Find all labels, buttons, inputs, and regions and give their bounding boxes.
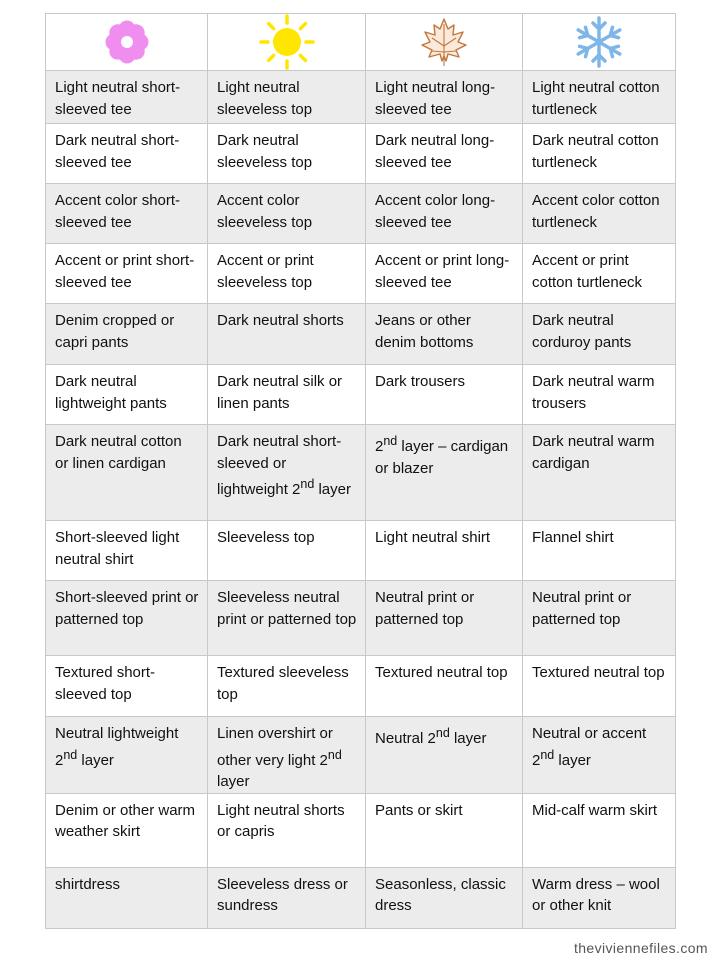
table-row (46, 425, 676, 521)
table-row (46, 867, 676, 928)
winter-column-header (523, 14, 676, 71)
table-cell: Accent color short-sleeved tee (46, 184, 208, 244)
table-cell: Sleeveless dress or sundress (208, 867, 366, 928)
table-cell: Light neutral long-sleeved tee (366, 71, 523, 124)
table-cell: Dark neutral cotton or linen cardigan (46, 425, 208, 521)
table-cell: Textured sleeveless top (208, 656, 366, 717)
snowflake-icon (572, 15, 626, 69)
table-cell: Dark neutral cotton turtleneck (523, 124, 676, 184)
table-cell: Sleeveless top (208, 521, 366, 581)
table-cell: Short-sleeved print or patterned top (46, 581, 208, 656)
table-cell: Neutral 2nd layer (366, 717, 523, 794)
table-cell: Light neutral shorts or capris (208, 793, 366, 867)
spring-column-header (46, 14, 208, 71)
table-cell: Dark neutral corduroy pants (523, 304, 676, 365)
flower-icon (101, 16, 153, 68)
table-cell: Dark neutral shorts (208, 304, 366, 365)
table-cell: Dark neutral long-sleeved tee (366, 124, 523, 184)
table-cell: Dark neutral silk or linen pants (208, 365, 366, 425)
table-cell: Short-sleeved light neutral shirt (46, 521, 208, 581)
capsule-wardrobe-table (45, 13, 676, 929)
table-cell: Accent or print long-sleeved tee (366, 244, 523, 304)
table-cell: Dark trousers (366, 365, 523, 425)
sun-icon (259, 14, 315, 70)
table-cell: Pants or skirt (366, 793, 523, 867)
table-cell: Seasonless, classic dress (366, 867, 523, 928)
table-row (46, 304, 676, 365)
table-cell: Light neutral short-sleeved tee (46, 71, 208, 124)
table-row (46, 244, 676, 304)
table-cell: shirtdress (46, 867, 208, 928)
table-row (46, 581, 676, 656)
leaf-icon (418, 16, 470, 68)
table-cell: Neutral or accent 2nd layer (523, 717, 676, 794)
table-row (46, 71, 676, 124)
table-cell: Mid-calf warm skirt (523, 793, 676, 867)
table-row (46, 521, 676, 581)
table-cell: Linen overshirt or other very light 2nd layer (208, 717, 366, 794)
table-row (46, 184, 676, 244)
source-credit: theviviennefiles.com (573, 940, 708, 956)
table-cell: Dark neutral warm trousers (523, 365, 676, 425)
table-cell: Flannel shirt (523, 521, 676, 581)
table-cell: Accent color sleeveless top (208, 184, 366, 244)
table-cell: Dark neutral short-sleeved tee (46, 124, 208, 184)
table-cell: Warm dress – wool or other knit (523, 867, 676, 928)
table-cell: Accent or print short-sleeved tee (46, 244, 208, 304)
table-cell: Dark neutral warm cardigan (523, 425, 676, 521)
table-cell: Sleeveless neutral print or patterned top (208, 581, 366, 656)
table-cell: Accent color cotton turtleneck (523, 184, 676, 244)
table-row (46, 793, 676, 867)
table-cell: Accent or print sleeveless top (208, 244, 366, 304)
table-row (46, 365, 676, 425)
table-cell: Dark neutral short-sleeved or lightweight 2nd layer (208, 425, 366, 521)
season-header-row (46, 14, 676, 71)
table-cell: Dark neutral lightweight pants (46, 365, 208, 425)
table-cell: Neutral print or patterned top (366, 581, 523, 656)
table-cell: Textured neutral top (366, 656, 523, 717)
table-cell: Light neutral shirt (366, 521, 523, 581)
table-cell: Denim cropped or capri pants (46, 304, 208, 365)
table-cell: Textured short-sleeved top (46, 656, 208, 717)
table-cell: 2nd layer – cardigan or blazer (366, 425, 523, 521)
table-cell: Neutral print or patterned top (523, 581, 676, 656)
summer-column-header (208, 14, 366, 71)
table-cell: Light neutral sleeveless top (208, 71, 366, 124)
autumn-column-header (366, 14, 523, 71)
table-cell: Light neutral cotton turtleneck (523, 71, 676, 124)
table-cell: Textured neutral top (523, 656, 676, 717)
table-cell: Denim or other warm weather skirt (46, 793, 208, 867)
table-cell: Accent or print cotton turtleneck (523, 244, 676, 304)
table-cell: Accent color long-sleeved tee (366, 184, 523, 244)
table-cell: Dark neutral sleeveless top (208, 124, 366, 184)
table-row (46, 656, 676, 717)
table-cell: Neutral lightweight 2nd layer (46, 717, 208, 794)
table-row (46, 717, 676, 794)
table-cell: Jeans or other denim bottoms (366, 304, 523, 365)
table-row (46, 124, 676, 184)
